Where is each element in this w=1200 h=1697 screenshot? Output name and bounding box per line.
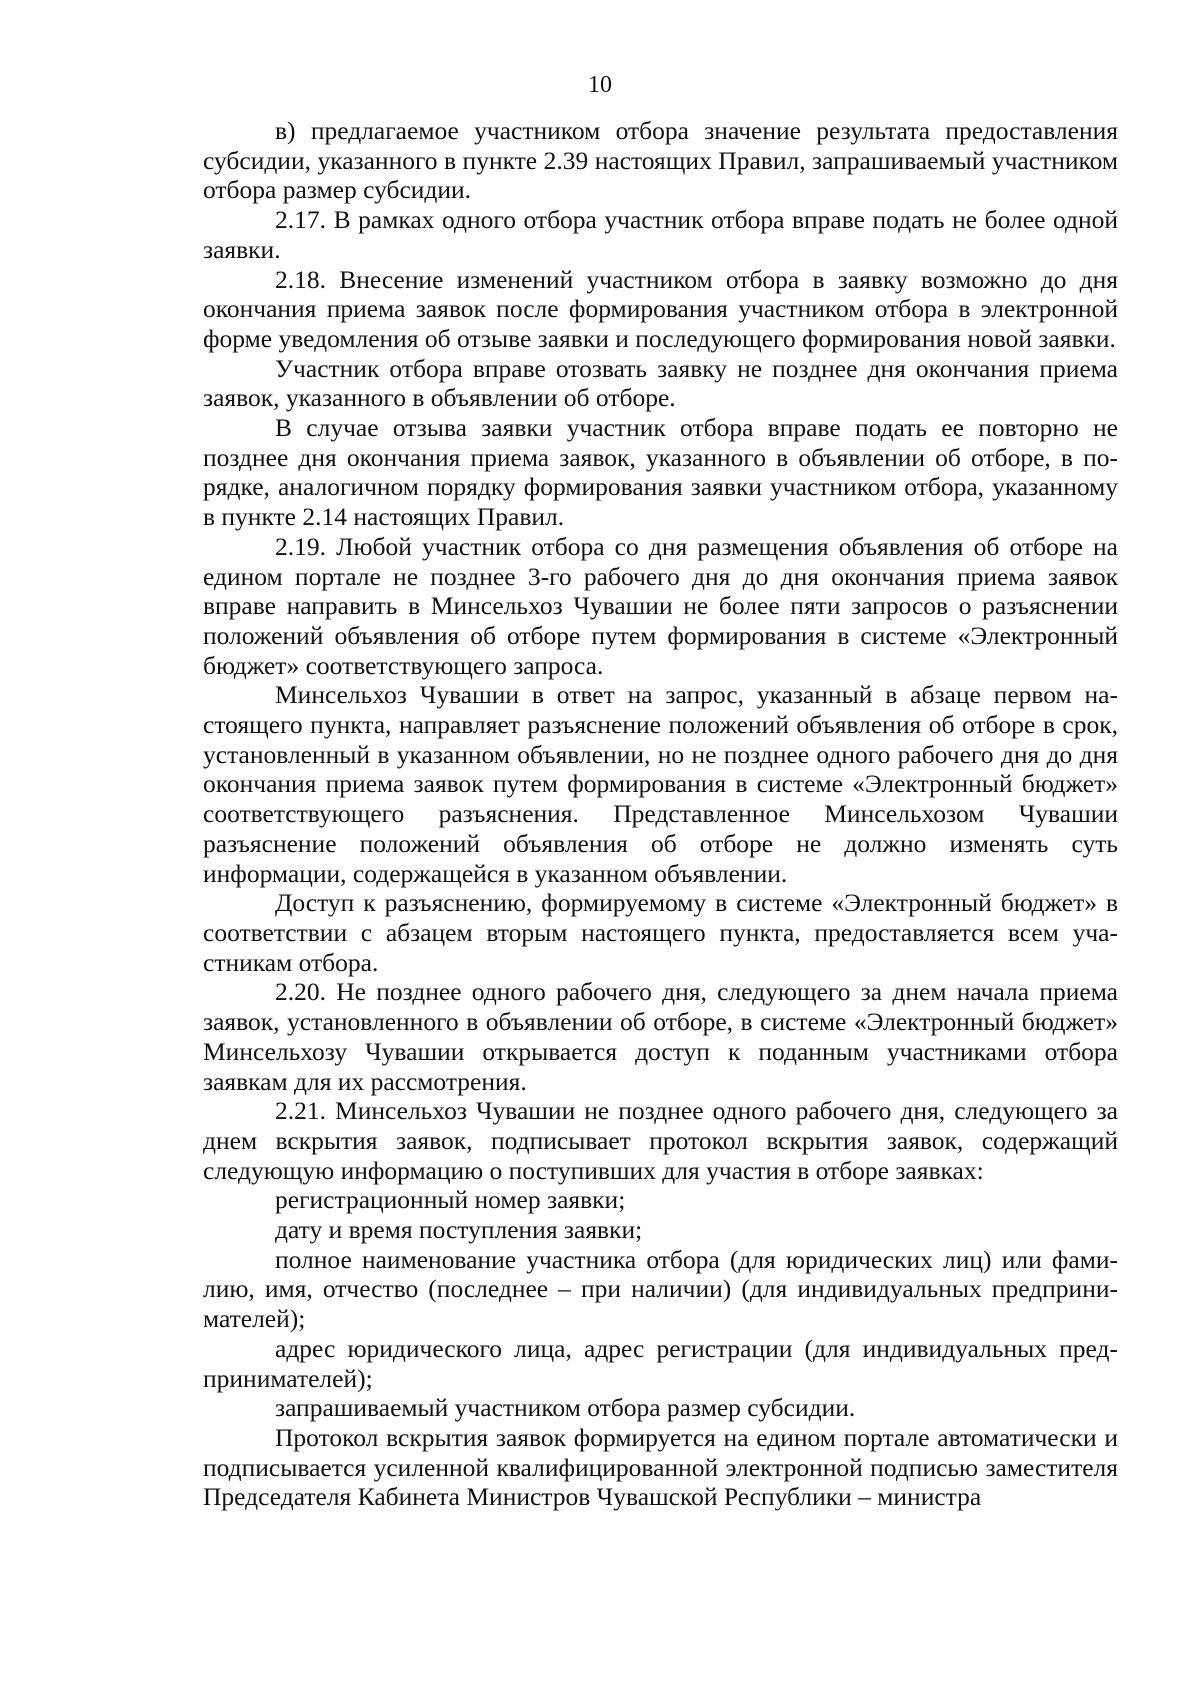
- list-item: дату и время поступления заявки;: [275, 1215, 643, 1245]
- page-number: 10: [588, 72, 612, 98]
- paragraph: в) предлагаемое участником отбора значение результата предоставления субсидии, указанного в пункте 2.39 настоящих Правил, запрашиваемый участником отбора размер субсидии.: [203, 116, 1118, 205]
- list-item: полное наименование участника отбора (для юридических лиц) или фамилию, имя, отчество (последнее – при наличии) (для индивидуальных предпринимателей);: [203, 1244, 1118, 1334]
- paragraph: 2.19. Любой участник отбора со дня размещения объявления об отборе на едином портале не позднее 3-го рабочего дня до дня окончания приема заявок вправе направить в Минсельхоз Чувашии не более пяти запросов о разъяснении положений объявления об отборе путем формирования в системе «Электронный бюджет» соответствующего запроса.: [203, 531, 1118, 680]
- list-item: регистрационный номер заявки;: [275, 1185, 626, 1215]
- paragraph: Минсельхоз Чувашии в ответ на запрос, указанный в абзаце первом настоящего пункта, направляет разъяснение положений объявления об отборе в срок, установленный в указанном объявлении, но не позднее одного рабочего дня до дня окончания приема заявок путем формирования в системе «Электронный бюджет» соответствующего разъяснения. Представленное Минсельхозом Чувашии разъяснение положений объявления об отборе не должно изменять суть информации, содержащейся в указанном объявлении.: [203, 680, 1118, 888]
- list-item: адрес юридического лица, адрес регистрации (для индивидуальных предпринимателей);: [203, 1333, 1118, 1393]
- paragraph: В случае отзыва заявки участник отбора вправе подать ее повторно не позднее дня окончания приема заявок, указанного в объявлении об отборе, в порядке, аналогичном порядку формирования заявки участником отбора, указанному в пункте 2.14 настоящих Правил.: [203, 413, 1118, 532]
- document-body: [203, 116, 1118, 1512]
- paragraph: 2.18. Внесение изменений участником отбора в заявку возможно до дня окончания приема заявок после формирования участником отбора в электронной форме уведомления об отзыве заявки и последующего формирования новой заявки.: [203, 264, 1118, 353]
- paragraph: 2.17. В рамках одного отбора участник отбора вправе подать не более одной заявки.: [203, 205, 1118, 264]
- paragraph: Участник отбора вправе отозвать заявку не позднее дня окончания приема заявок, указанного в объявлении об отборе.: [203, 353, 1118, 413]
- paragraph: Протокол вскрытия заявок формируется на едином портале автоматически и подписывается усиленной квалифицированной электронной подписью заместителя Председателя Кабинета Министров Чувашской Республики – министра: [203, 1422, 1118, 1512]
- paragraph: 2.20. Не позднее одного рабочего дня, следующего за днем начала приема заявок, установленного в объявлении об отборе, в системе «Электронный бюджет» Минсельхозу Чувашии открывается доступ к поданным участниками отбора заявкам для их рассмотрения.: [203, 977, 1118, 1096]
- paragraph: Доступ к разъяснению, формируемому в системе «Электронный бюджет» в соответствии с абзацем вторым настоящего пункта, предоставляется всем участникам отбора.: [203, 888, 1118, 977]
- list-item: запрашиваемый участником отбора размер субсидии.: [275, 1393, 856, 1423]
- paragraph: 2.21. Минсельхоз Чувашии не позднее одного рабочего дня, следующего за днем вскрытия заявок, подписывает протокол вскрытия заявок, содержащий следующую информацию о поступивших для участия в отборе заявках:: [203, 1096, 1118, 1185]
